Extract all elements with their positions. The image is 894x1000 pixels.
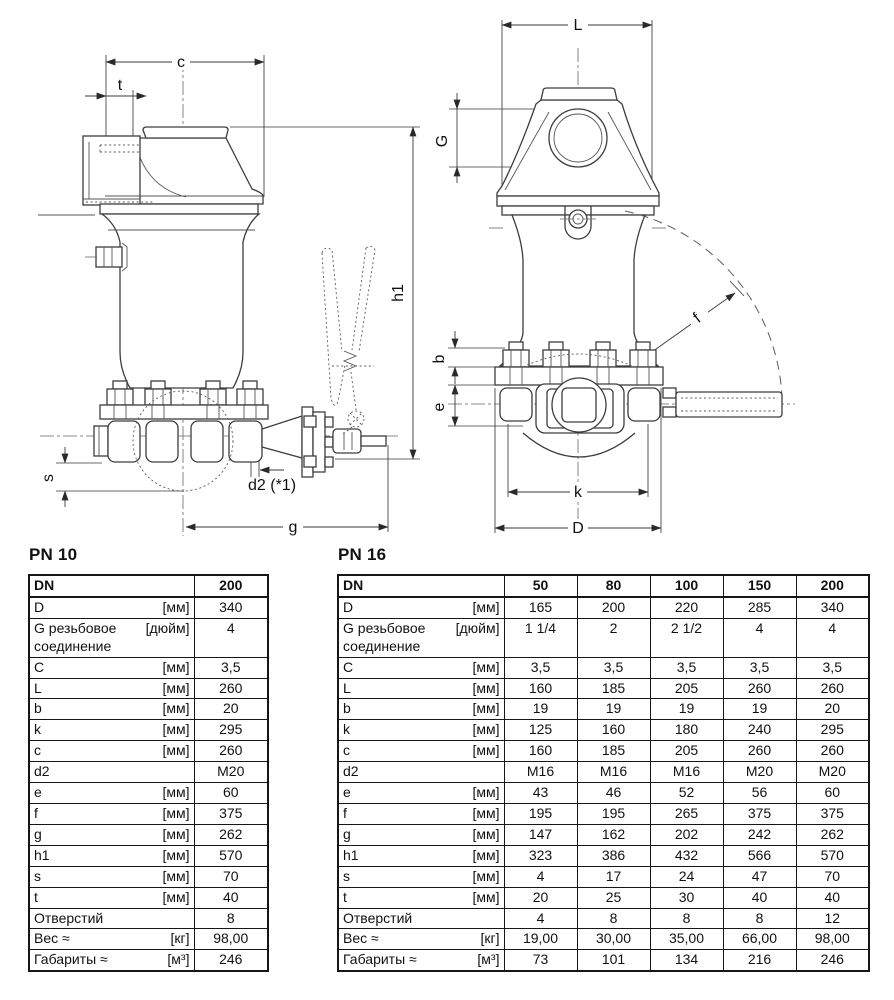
table-row <box>338 845 869 866</box>
parameter-label: c <box>34 742 41 759</box>
parameter-value: 35,00 <box>650 929 723 950</box>
parameter-value: 285 <box>723 597 796 618</box>
parameter-value: 66,00 <box>723 929 796 950</box>
parameter-value: 20 <box>796 699 869 720</box>
row-parameter-cell <box>29 803 194 824</box>
parameter-value: 1 1/4 <box>504 618 577 657</box>
parameter-unit: [мм] <box>162 846 190 863</box>
table-row <box>29 720 268 741</box>
column-header-dn-value: 150 <box>723 575 796 597</box>
parameter-value: 12 <box>796 908 869 929</box>
parameter-value: 3,5 <box>796 657 869 678</box>
parameter-label: G резьбовое соединение <box>34 619 117 654</box>
parameter-unit: [мм] <box>472 598 500 615</box>
parameter-unit: [мм] <box>162 679 190 696</box>
parameter-label: Габариты ≈ <box>343 951 417 968</box>
parameter-value: 8 <box>723 908 796 929</box>
parameter-value: 202 <box>650 824 723 845</box>
parameter-unit: [мм] <box>162 888 190 905</box>
parameter-value: 2 1/2 <box>650 618 723 657</box>
parameter-value: 56 <box>723 783 796 804</box>
table-row <box>29 597 268 618</box>
parameter-value: 70 <box>194 866 268 887</box>
table-row <box>29 699 268 720</box>
parameter-value: 570 <box>796 845 869 866</box>
row-parameter-cell <box>338 699 504 720</box>
parameter-label: d2 <box>343 763 359 780</box>
pn10-title: PN 10 <box>29 545 78 564</box>
dim-label-c: c <box>177 54 185 71</box>
parameter-unit: [м³] <box>167 951 190 968</box>
parameter-unit: [мм] <box>472 846 500 863</box>
parameter-label: s <box>343 867 350 884</box>
table-row <box>29 762 268 783</box>
row-parameter-cell <box>29 824 194 845</box>
parameter-label: e <box>343 784 351 801</box>
parameter-value: 160 <box>504 678 577 699</box>
parameter-value: 19,00 <box>504 929 577 950</box>
parameter-value: 260 <box>194 678 268 699</box>
parameter-unit: [мм] <box>472 679 500 696</box>
parameter-unit: [мм] <box>472 658 500 675</box>
parameter-unit: [кг] <box>170 930 190 947</box>
parameter-value: M20 <box>796 762 869 783</box>
parameter-value: 19 <box>650 699 723 720</box>
table-row <box>29 803 268 824</box>
parameter-unit: [мм] <box>472 867 500 884</box>
parameter-label: c <box>343 742 350 759</box>
parameter-value: 240 <box>723 720 796 741</box>
table-row <box>29 908 268 929</box>
parameter-value: 185 <box>577 678 650 699</box>
parameter-value: M20 <box>723 762 796 783</box>
parameter-label: e <box>34 784 42 801</box>
row-parameter-cell <box>29 720 194 741</box>
table-row <box>338 950 869 971</box>
parameter-value: 73 <box>504 950 577 971</box>
parameter-label: b <box>34 700 42 717</box>
parameter-unit: [м³] <box>477 951 500 968</box>
parameter-value: 3,5 <box>194 657 268 678</box>
row-parameter-cell <box>29 908 194 929</box>
table-row <box>338 803 869 824</box>
parameter-unit: [мм] <box>162 598 190 615</box>
table-header-row <box>29 575 268 597</box>
parameter-label: d2 <box>34 763 50 780</box>
row-parameter-cell <box>29 845 194 866</box>
row-parameter-cell <box>338 720 504 741</box>
parameter-value: 246 <box>194 950 268 971</box>
table-row <box>338 678 869 699</box>
table-row <box>29 618 268 657</box>
parameter-value: 295 <box>796 720 869 741</box>
table-row <box>338 720 869 741</box>
parameter-unit: [мм] <box>162 721 190 738</box>
parameter-label: f <box>34 804 38 821</box>
parameter-value: 20 <box>504 887 577 908</box>
parameter-value: 125 <box>504 720 577 741</box>
parameter-value: 375 <box>723 803 796 824</box>
parameter-value: 20 <box>194 699 268 720</box>
valve-side-view <box>38 53 420 536</box>
parameter-value: 375 <box>796 803 869 824</box>
table-header-row <box>338 575 869 597</box>
parameter-unit: [мм] <box>472 825 500 842</box>
parameter-unit: [кг] <box>480 930 500 947</box>
parameter-value: 4 <box>504 908 577 929</box>
parameter-value: 4 <box>796 618 869 657</box>
table-row <box>29 887 268 908</box>
dim-label-h1: h1 <box>390 284 407 302</box>
parameter-value: 260 <box>796 678 869 699</box>
table-row <box>338 618 869 657</box>
parameter-value: 30,00 <box>577 929 650 950</box>
parameter-unit: [мм] <box>472 700 500 717</box>
parameter-label: s <box>34 867 41 884</box>
dim-label-g: g <box>288 519 298 536</box>
row-parameter-cell <box>338 657 504 678</box>
parameter-value: 60 <box>796 783 869 804</box>
parameter-value: 162 <box>577 824 650 845</box>
parameter-unit: [мм] <box>162 742 190 759</box>
row-parameter-cell <box>338 783 504 804</box>
table-row <box>29 741 268 762</box>
row-parameter-cell <box>338 908 504 929</box>
parameter-value: 195 <box>504 803 577 824</box>
pn10-table <box>28 574 269 972</box>
table-row <box>29 678 268 699</box>
parameter-value: 386 <box>577 845 650 866</box>
parameter-value: 185 <box>577 741 650 762</box>
pn16-section <box>337 545 870 972</box>
parameter-value: 205 <box>650 678 723 699</box>
table-row <box>338 783 869 804</box>
table-row <box>338 866 869 887</box>
row-parameter-cell <box>29 657 194 678</box>
parameter-value: 340 <box>796 597 869 618</box>
parameter-value: 40 <box>796 887 869 908</box>
table-row <box>29 824 268 845</box>
parameter-label: L <box>34 679 42 696</box>
parameter-label: C <box>34 658 45 675</box>
parameter-value: 25 <box>577 887 650 908</box>
row-parameter-cell <box>29 950 194 971</box>
column-header-dn: DN <box>338 575 504 597</box>
parameter-value: 3,5 <box>577 657 650 678</box>
parameter-value: 340 <box>194 597 268 618</box>
parameter-value: 195 <box>577 803 650 824</box>
parameter-value: 40 <box>194 887 268 908</box>
column-header-dn-value: 100 <box>650 575 723 597</box>
table-row <box>338 741 869 762</box>
dim-label-D: D <box>572 520 584 537</box>
column-header-dn: DN <box>29 575 194 597</box>
parameter-value: 265 <box>650 803 723 824</box>
parameter-value: 262 <box>796 824 869 845</box>
table-row <box>29 657 268 678</box>
valve-front-view <box>431 16 795 537</box>
parameter-value: 46 <box>577 783 650 804</box>
table-row <box>338 699 869 720</box>
parameter-value: 165 <box>504 597 577 618</box>
row-parameter-cell <box>338 678 504 699</box>
pn16-table <box>337 574 870 972</box>
row-parameter-cell <box>29 887 194 908</box>
parameter-value: M16 <box>504 762 577 783</box>
row-parameter-cell <box>29 699 194 720</box>
parameter-value: 220 <box>650 597 723 618</box>
table-row <box>338 762 869 783</box>
parameter-unit: [мм] <box>472 784 500 801</box>
parameter-label: Вес ≈ <box>34 930 70 947</box>
row-parameter-cell <box>338 866 504 887</box>
parameter-value: 570 <box>194 845 268 866</box>
parameter-value: 147 <box>504 824 577 845</box>
row-parameter-cell <box>338 950 504 971</box>
parameter-value: 4 <box>194 618 268 657</box>
parameter-value: 566 <box>723 845 796 866</box>
column-header-dn-value: 80 <box>577 575 650 597</box>
parameter-label: Отверстий <box>343 909 413 926</box>
parameter-value: 3,5 <box>504 657 577 678</box>
table-row <box>29 950 268 971</box>
parameter-value: 205 <box>650 741 723 762</box>
parameter-label: k <box>34 721 41 738</box>
parameter-value: 375 <box>194 803 268 824</box>
parameter-value: 30 <box>650 887 723 908</box>
row-parameter-cell <box>338 803 504 824</box>
dim-label-d2: d2 (*1) <box>248 477 297 494</box>
parameter-label: k <box>343 721 350 738</box>
parameter-value: 260 <box>796 741 869 762</box>
parameter-value: 40 <box>723 887 796 908</box>
row-parameter-cell <box>338 597 504 618</box>
row-parameter-cell <box>29 741 194 762</box>
parameter-value: 19 <box>577 699 650 720</box>
row-parameter-cell <box>29 618 194 657</box>
parameter-unit: [мм] <box>162 784 190 801</box>
parameter-value: 2 <box>577 618 650 657</box>
dim-label-k: k <box>574 484 582 501</box>
row-parameter-cell <box>338 887 504 908</box>
parameter-label: g <box>34 825 42 842</box>
parameter-unit: [мм] <box>162 658 190 675</box>
parameter-label: D <box>343 598 354 615</box>
parameter-label: C <box>343 658 354 675</box>
dim-label-e: e <box>431 402 448 412</box>
row-parameter-cell <box>338 741 504 762</box>
table-row <box>338 657 869 678</box>
parameter-value: 3,5 <box>650 657 723 678</box>
table-row <box>29 929 268 950</box>
parameter-label: t <box>34 888 38 905</box>
parameter-value: 52 <box>650 783 723 804</box>
row-parameter-cell <box>338 618 504 657</box>
parameter-value: 200 <box>577 597 650 618</box>
parameter-label: t <box>343 888 347 905</box>
parameter-label: g <box>343 825 351 842</box>
row-parameter-cell <box>29 866 194 887</box>
row-parameter-cell <box>338 845 504 866</box>
parameter-value: 8 <box>577 908 650 929</box>
dim-label-f: f <box>690 310 705 327</box>
parameter-label: f <box>343 804 347 821</box>
parameter-value: 216 <box>723 950 796 971</box>
parameter-unit: [дюйм] <box>145 619 190 636</box>
parameter-unit: [мм] <box>472 888 500 905</box>
parameter-value: 101 <box>577 950 650 971</box>
table-row <box>338 824 869 845</box>
column-header-dn-value: 200 <box>194 575 268 597</box>
parameter-label: b <box>343 700 351 717</box>
parameter-value: 70 <box>796 866 869 887</box>
row-parameter-cell <box>29 597 194 618</box>
table-row <box>338 887 869 908</box>
parameter-value: 180 <box>650 720 723 741</box>
parameter-value: 60 <box>194 783 268 804</box>
parameter-value: 19 <box>723 699 796 720</box>
parameter-unit: [мм] <box>472 804 500 821</box>
table-row <box>338 597 869 618</box>
parameter-label: h1 <box>343 846 359 863</box>
dim-label-s: s <box>40 474 57 482</box>
parameter-value: 3,5 <box>723 657 796 678</box>
parameter-label: Отверстий <box>34 909 104 926</box>
row-parameter-cell <box>338 762 504 783</box>
parameter-value: 323 <box>504 845 577 866</box>
parameter-value: 43 <box>504 783 577 804</box>
parameter-value: M16 <box>650 762 723 783</box>
parameter-value: 260 <box>723 741 796 762</box>
parameter-value: 8 <box>194 908 268 929</box>
parameter-value: M16 <box>577 762 650 783</box>
parameter-label: Вес ≈ <box>343 930 379 947</box>
lever-phantom <box>322 246 375 435</box>
parameter-value: 98,00 <box>796 929 869 950</box>
parameter-label: h1 <box>34 846 50 863</box>
pn16-title: PN 16 <box>338 545 387 564</box>
dim-label-t: t <box>117 77 123 94</box>
parameter-value: 262 <box>194 824 268 845</box>
parameter-value: 432 <box>650 845 723 866</box>
dim-label-L: L <box>573 17 583 34</box>
parameter-value: 260 <box>723 678 796 699</box>
parameter-label: L <box>343 679 351 696</box>
parameter-value: 295 <box>194 720 268 741</box>
table-row <box>338 908 869 929</box>
table-row <box>338 929 869 950</box>
parameter-value: 160 <box>577 720 650 741</box>
row-parameter-cell <box>29 929 194 950</box>
parameter-label: G резьбовое соединение <box>343 619 426 654</box>
parameter-unit: [мм] <box>162 700 190 717</box>
parameter-value: 47 <box>723 866 796 887</box>
parameter-value: 4 <box>504 866 577 887</box>
parameter-unit: [дюйм] <box>455 619 500 636</box>
table-row <box>29 866 268 887</box>
parameter-value: 19 <box>504 699 577 720</box>
pn10-section <box>28 545 269 972</box>
parameter-value: 8 <box>650 908 723 929</box>
dim-label-b: b <box>431 354 448 364</box>
row-parameter-cell <box>29 762 194 783</box>
table-row <box>29 783 268 804</box>
parameter-value: 4 <box>723 618 796 657</box>
parameter-value: M20 <box>194 762 268 783</box>
row-parameter-cell <box>29 678 194 699</box>
parameter-unit: [мм] <box>162 804 190 821</box>
parameter-value: 160 <box>504 741 577 762</box>
row-parameter-cell <box>338 929 504 950</box>
parameter-value: 134 <box>650 950 723 971</box>
parameter-value: 246 <box>796 950 869 971</box>
parameter-unit: [мм] <box>162 867 190 884</box>
parameter-value: 98,00 <box>194 929 268 950</box>
parameter-value: 242 <box>723 824 796 845</box>
parameter-unit: [мм] <box>162 825 190 842</box>
row-parameter-cell <box>29 783 194 804</box>
dim-label-G: G <box>434 134 451 148</box>
parameter-label: D <box>34 598 45 615</box>
parameter-label: Габариты ≈ <box>34 951 108 968</box>
row-parameter-cell <box>338 824 504 845</box>
parameter-value: 17 <box>577 866 650 887</box>
parameter-value: 24 <box>650 866 723 887</box>
parameter-value: 260 <box>194 741 268 762</box>
table-row <box>29 845 268 866</box>
column-header-dn-value: 200 <box>796 575 869 597</box>
column-header-dn-value: 50 <box>504 575 577 597</box>
parameter-unit: [мм] <box>472 742 500 759</box>
parameter-unit: [мм] <box>472 721 500 738</box>
